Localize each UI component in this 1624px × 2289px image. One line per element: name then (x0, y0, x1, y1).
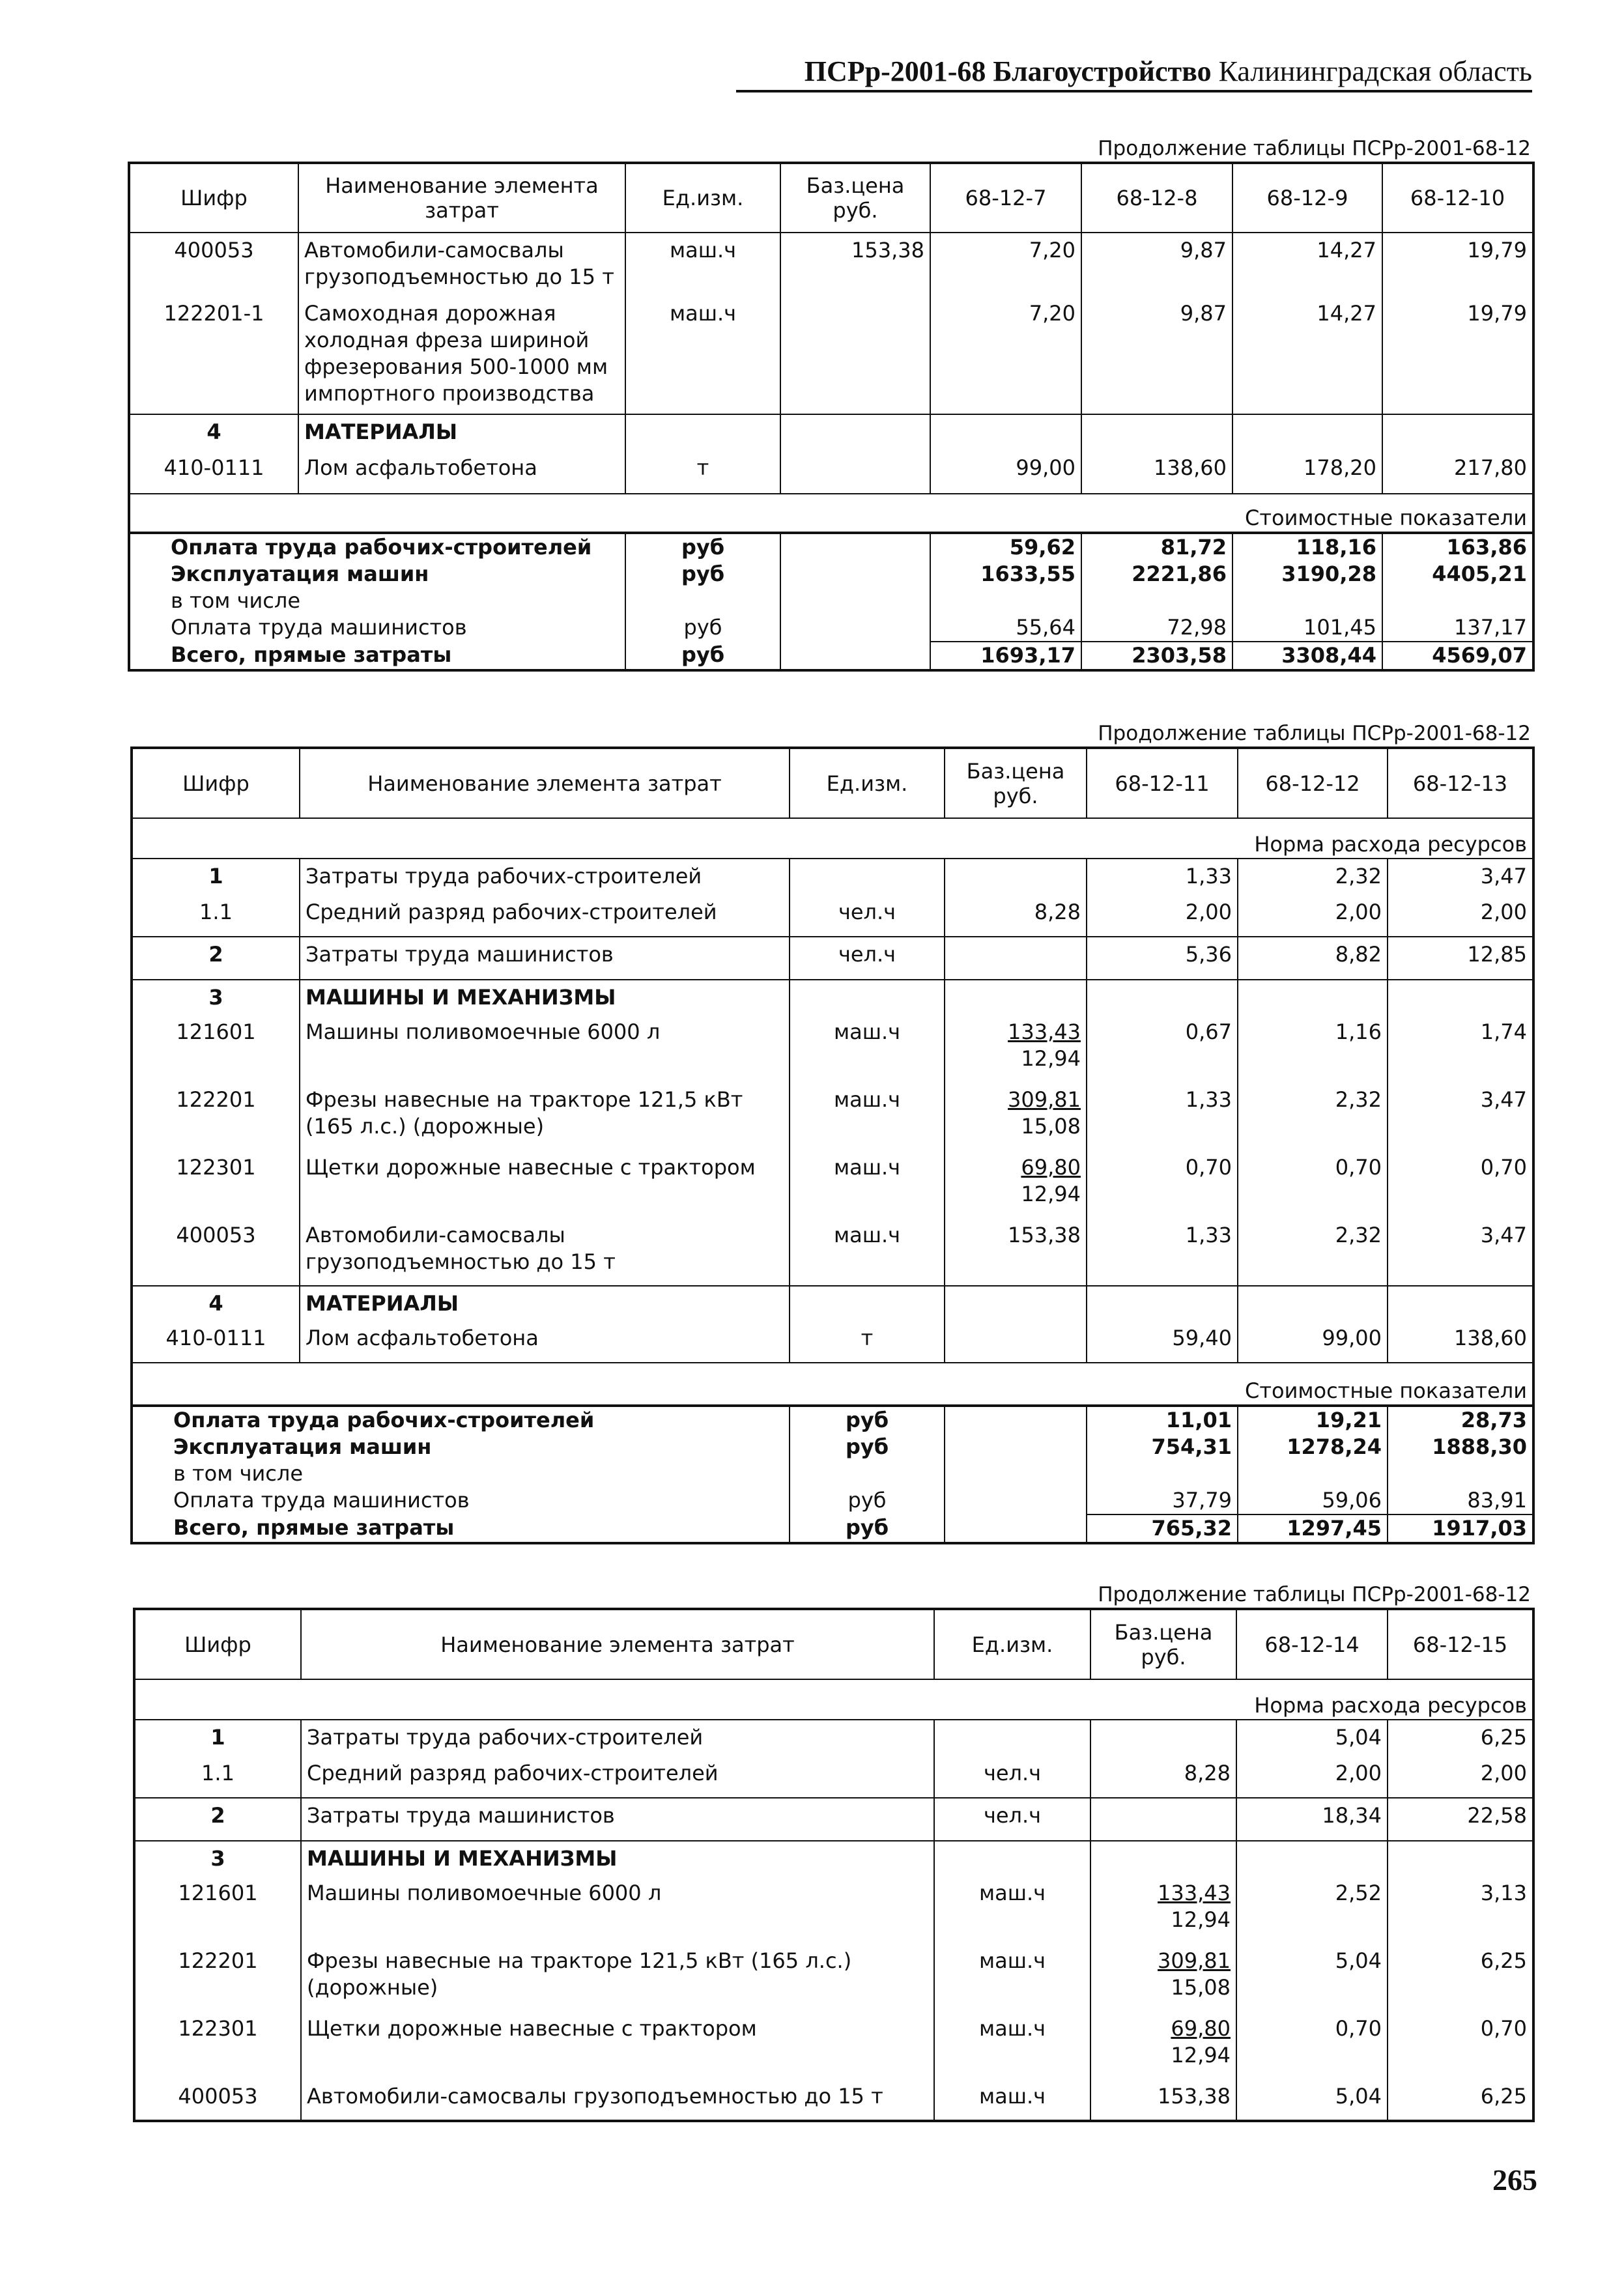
table-row: 121601 Машины поливомоечные 6000 л маш.ч 133,43 12,94 2,52 3,13 (134, 1880, 1533, 1948)
header-code-title: ПСРр-2001-68 Благоустройство (804, 55, 1212, 87)
table2-norm-label: Норма расхода ресурсов (1254, 832, 1527, 857)
table2-cost-label: Стоимостные показатели (132, 1363, 1533, 1406)
table2-header-cell: 68-12-13 (1388, 748, 1533, 818)
table-row: Эксплуатация машин руб 754,31 1278,24 1888,30 (132, 1434, 1533, 1460)
table3-header-cell: Наименование элемента затрат (301, 1609, 934, 1679)
table-row: 122201-1 Самоходная дорожная холодная фреза шириной фрезерования 500-1000 мм импортного производства маш.ч 7,20 9,87 14,27 19,79 (129, 300, 1533, 414)
table-row: 2 Затраты труда машинистов чел.ч 18,34 22,58 (134, 1798, 1533, 1841)
table1-header-cell: Ед.изм. (625, 163, 780, 233)
table-row: 1.1 Средний разряд рабочих-строителей чел.ч 8,28 2,00 2,00 (134, 1760, 1533, 1798)
table-row: Эксплуатация машин руб 1633,55 2221,86 3190,28 4405,21 (129, 561, 1533, 588)
table1-cost-label: Стоимостные показатели (129, 494, 1533, 533)
table-row: 4 МАТЕРИАЛЫ (129, 414, 1533, 455)
table-row: 1 Затраты труда рабочих-строителей 5,04 6,25 (134, 1720, 1533, 1760)
table-row: Оплата труда машинистов руб 55,64 72,98 101,45 137,17 (129, 614, 1533, 642)
table-row: 410-0111 Лом асфальтобетона т 59,40 99,00 138,60 (132, 1325, 1533, 1363)
table-row: в том числе (129, 588, 1533, 614)
table-row: 4 МАТЕРИАЛЫ (132, 1286, 1533, 1325)
table-row: Всего, прямые затраты руб 765,32 1297,45 1917,03 (132, 1514, 1533, 1543)
table2-header-cell: Наименование элемента затрат (300, 748, 790, 818)
table3-header-cell: 68-12-14 (1236, 1609, 1388, 1679)
table3-norm-label: Норма расхода ресурсов (1254, 1693, 1527, 1718)
table3-header-cell: Баз.цена руб. (1090, 1609, 1236, 1679)
table-row: 3 МАШИНЫ И МЕХАНИЗМЫ (134, 1841, 1533, 1880)
table1-header-cell: Шифр (129, 163, 298, 233)
table-row: 122301 Щетки дорожные навесные с трактором маш.ч 69,80 12,94 0,70 0,70 (134, 2015, 1533, 2083)
table-row: Всего, прямые затраты руб 1693,17 2303,58 3308,44 4569,07 (129, 642, 1533, 670)
table1-continuation: Продолжение таблицы ПСРр-2001-68-12 (1098, 137, 1531, 160)
table-row: 1.1 Средний разряд рабочих-строителей чел.ч 8,28 2,00 2,00 2,00 (132, 899, 1533, 937)
table-row: 400053 Автомобили-самосвалы грузоподъемностью до 15 т маш.ч 153,38 1,33 2,32 3,47 (132, 1222, 1533, 1286)
table1-header-cell: 68-12-8 (1081, 163, 1232, 233)
table-row: в том числе (132, 1460, 1533, 1487)
table-row: 122201 Фрезы навесные на тракторе 121,5 кВт (165 л.с.) (дорожные) маш.ч 309,81 15,08 1,33 2,32 3,47 (132, 1087, 1533, 1154)
table1-header-cell: Баз.цена руб. (780, 163, 930, 233)
table-row: 122201 Фрезы навесные на тракторе 121,5 кВт (165 л.с.) (дорожные) маш.ч 309,81 15,08 5,04 6,25 (134, 1948, 1533, 2015)
table3-header-cell: 68-12-15 (1388, 1609, 1533, 1679)
table3-header-cell: Шифр (134, 1609, 301, 1679)
table-row: Оплата труда машинистов руб 37,79 59,06 83,91 (132, 1487, 1533, 1514)
table2-header-cell: Ед.изм. (790, 748, 945, 818)
table1-header-cell: 68-12-9 (1232, 163, 1382, 233)
table3-continuation: Продолжение таблицы ПСРр-2001-68-12 (1098, 1583, 1531, 1606)
table2-continuation: Продолжение таблицы ПСРр-2001-68-12 (1098, 722, 1531, 745)
table-row: Оплата труда рабочих-строителей руб 59,62 81,72 118,16 163,86 (129, 533, 1533, 561)
table2 (130, 746, 1535, 1544)
table-row: Оплата труда рабочих-строителей руб 11,01 19,21 28,73 (132, 1406, 1533, 1434)
table3-header-cell: Ед.изм. (934, 1609, 1090, 1679)
table-row: 121601 Машины поливомоечные 6000 л маш.ч 133,43 12,94 0,67 1,16 1,74 (132, 1019, 1533, 1087)
table2-header-cell: 68-12-12 (1238, 748, 1388, 818)
table1 (128, 162, 1535, 672)
table-row: 122301 Щетки дорожные навесные с трактором маш.ч 69,80 12,94 0,70 0,70 0,70 (132, 1154, 1533, 1222)
page-number: 265 (1492, 2163, 1537, 2197)
table3 (133, 1608, 1535, 2122)
table1-header-cell: 68-12-7 (930, 163, 1081, 233)
page-header (736, 53, 1532, 92)
table-row: 410-0111 Лом асфальтобетона т 99,00 138,60 178,20 217,80 (129, 455, 1533, 494)
table2-header-cell: Шифр (132, 748, 300, 818)
table-row: 400053 Автомобили-самосвалы грузоподъемностью до 15 т маш.ч 153,38 7,20 9,87 14,27 19,79 (129, 233, 1533, 300)
table-row: 2 Затраты труда машинистов чел.ч 5,36 8,82 12,85 (132, 937, 1533, 980)
table1-header-cell: Наименование элемента затрат (298, 163, 625, 233)
header-region: Калининградская область (1218, 55, 1532, 87)
table1-header-cell: 68-12-10 (1382, 163, 1533, 233)
table2-header-cell: Баз.цена руб. (945, 748, 1087, 818)
table-row: 1 Затраты труда рабочих-строителей 1,33 2,32 3,47 (132, 859, 1533, 899)
table2-header-cell: 68-12-11 (1087, 748, 1238, 818)
table-row: 3 МАШИНЫ И МЕХАНИЗМЫ (132, 980, 1533, 1019)
table-row: 400053 Автомобили-самосвалы грузоподъемностью до 15 т маш.ч 153,38 5,04 6,25 (134, 2083, 1533, 2121)
